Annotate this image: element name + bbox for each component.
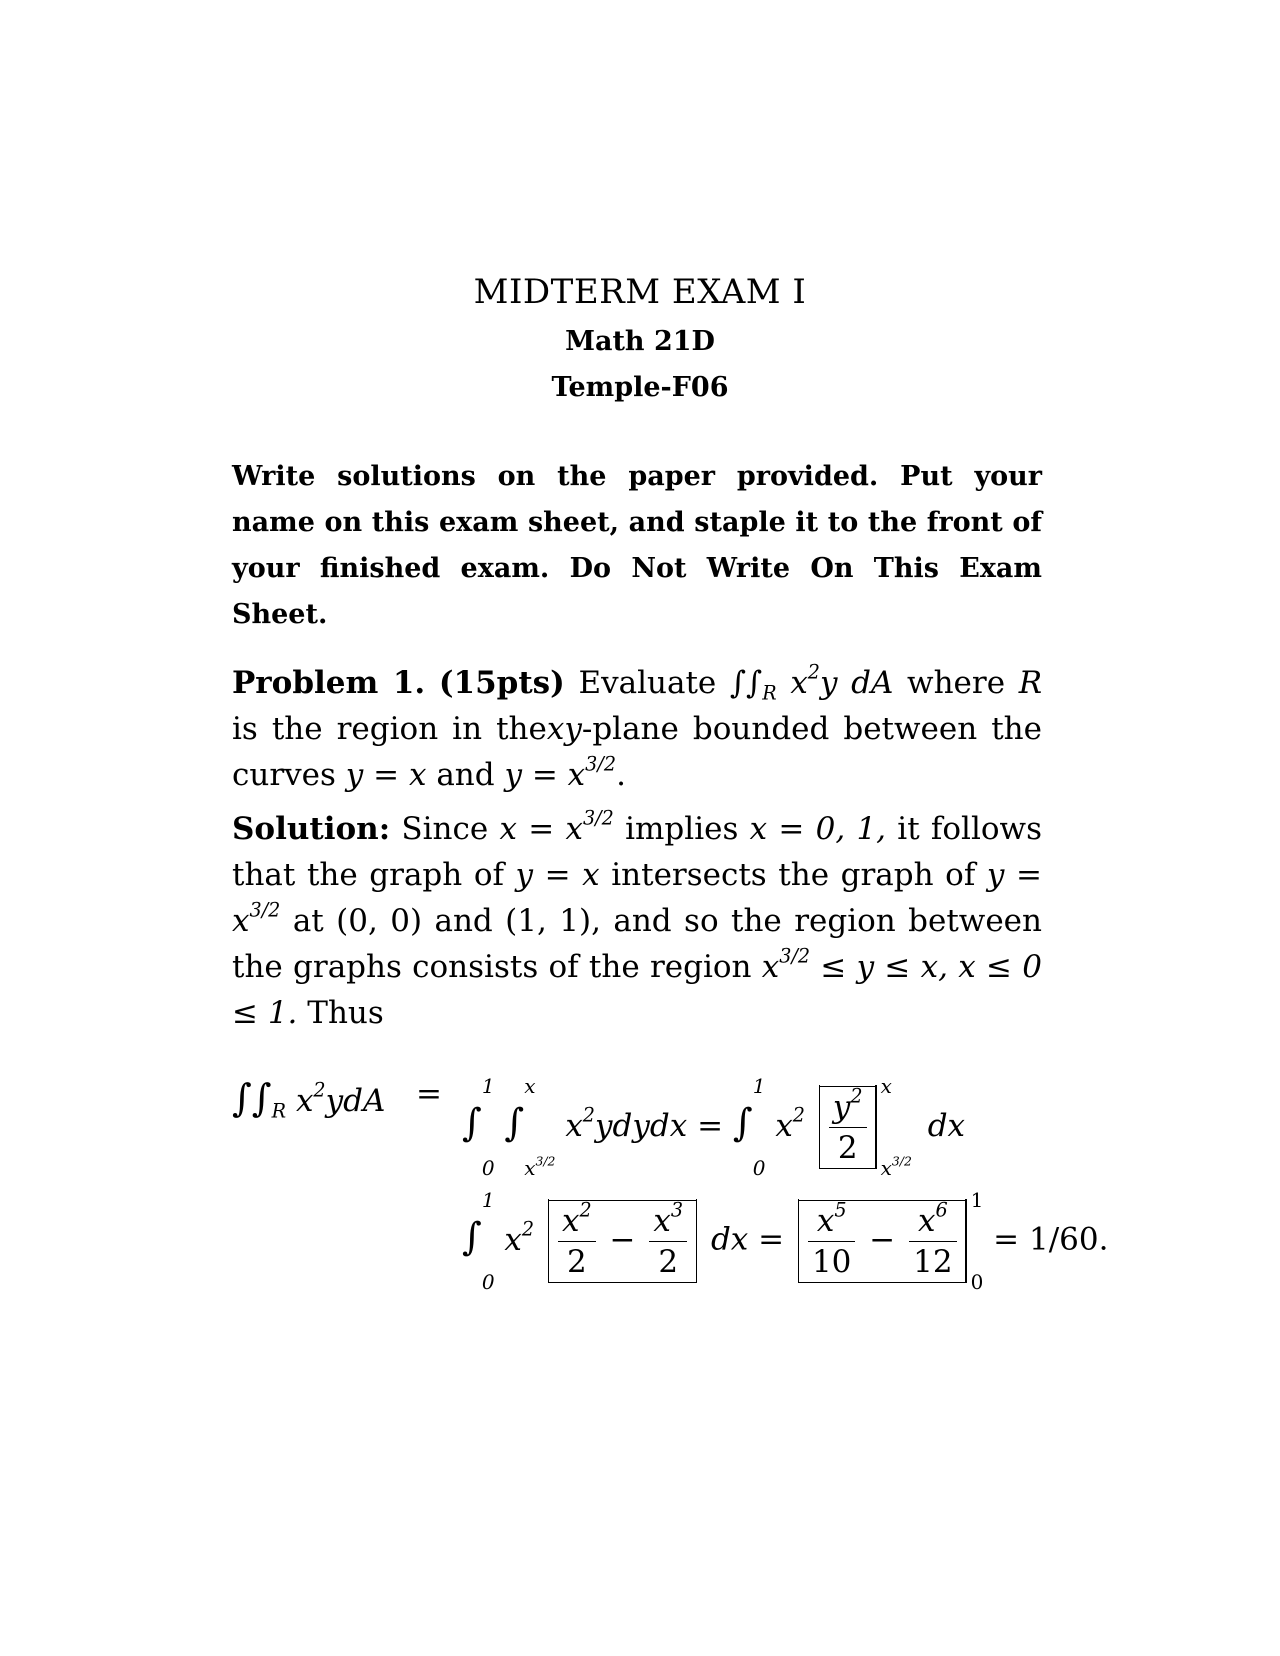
equation-line-1: ∫ 1 0 ∫ x $x^{3/2}$ $x^2ydydx$ = ∫ 1 0 $x^2$ $\frac{y^2}{2}$ x $x^{3/2}$ dx	[462, 1074, 966, 1180]
solution-1	[232, 806, 1042, 1036]
integral-sign: ∫	[462, 1214, 482, 1259]
problem-text: is the region in the	[232, 711, 547, 747]
problem-1	[232, 660, 1042, 798]
integral-sign: ∫	[732, 1100, 753, 1145]
bracket-expression: $\frac{x^2}{2}$ − $\frac{x^3}{2}$	[548, 1200, 697, 1283]
solution-eq-1: $x = x^{3/2}$	[499, 806, 614, 847]
solution-text: Since	[401, 811, 489, 847]
problem-text: .	[616, 757, 626, 793]
solution-text: implies	[625, 811, 739, 847]
problem-text: Evaluate	[578, 665, 717, 701]
solution-text: intersects the graph of	[611, 857, 976, 893]
problem-plane-var: xy	[546, 711, 582, 747]
solution-eq-4: $y = x^{3/2}$	[232, 857, 1042, 939]
equation-lhs: $\int\int_R$ $x^2ydA$	[232, 1076, 386, 1123]
problem-integrand: $x^2y$ dA	[790, 660, 894, 701]
problem-text: and	[436, 757, 495, 793]
equation-result: = 1/60.	[993, 1221, 1109, 1258]
problem-text: -plane bounded between the curves	[232, 711, 1042, 793]
bracket-expression: $\frac{y^2}{2}$	[819, 1086, 877, 1169]
solution-text: at (0, 0) and (1, 1), and so the region between the graphs consists of the region	[232, 903, 1042, 985]
equation-line-2: ∫ 1 0 $x^2$ $\frac{x^2}{2}$ − $\frac{x^3}{2}$ dx = $\frac{x^5}{10}$ − $\frac{x^6}{12}$ 1 0 = 1/60.	[462, 1188, 1109, 1294]
course-name: Math 21D	[565, 326, 715, 357]
problem-text: where	[907, 665, 1006, 701]
solution-text: Thus	[307, 995, 384, 1031]
exam-instructions: Write solutions on the paper provided. Put your name on this exam sheet, and staple it to the front of your finished exam. Do Not Write On This Exam Sheet.	[232, 461, 1042, 630]
integral-sign: ∫	[504, 1100, 525, 1145]
exam-title: MIDTERM EXAM I	[473, 272, 807, 312]
problem-curve-1: y = x	[345, 757, 427, 793]
solution-eq-2: x = 0, 1,	[749, 811, 887, 847]
bracket-expression: $\frac{x^5}{10}$ − $\frac{x^6}{12}$	[798, 1200, 967, 1283]
solution-label: Solution:	[232, 811, 391, 847]
course-term: Temple-F06	[551, 372, 729, 403]
equation-equals: =	[416, 1076, 442, 1112]
problem-curve-2: $y = x^{3/2}$	[504, 752, 617, 793]
problem-points: (15pts)	[438, 665, 565, 701]
integral-sign: $\int\int_R$	[729, 665, 777, 705]
problem-label: Problem 1.	[232, 665, 426, 701]
solution-text: it follows that the graph of	[232, 811, 1042, 893]
problem-region: R	[1018, 665, 1043, 701]
integral-sign: ∫	[462, 1100, 482, 1145]
solution-eq-3: y = x	[515, 857, 600, 893]
solution-eq-5: $x^{3/2} \le y \le x$, x ≤ 0 ≤ 1.	[232, 944, 1042, 1031]
